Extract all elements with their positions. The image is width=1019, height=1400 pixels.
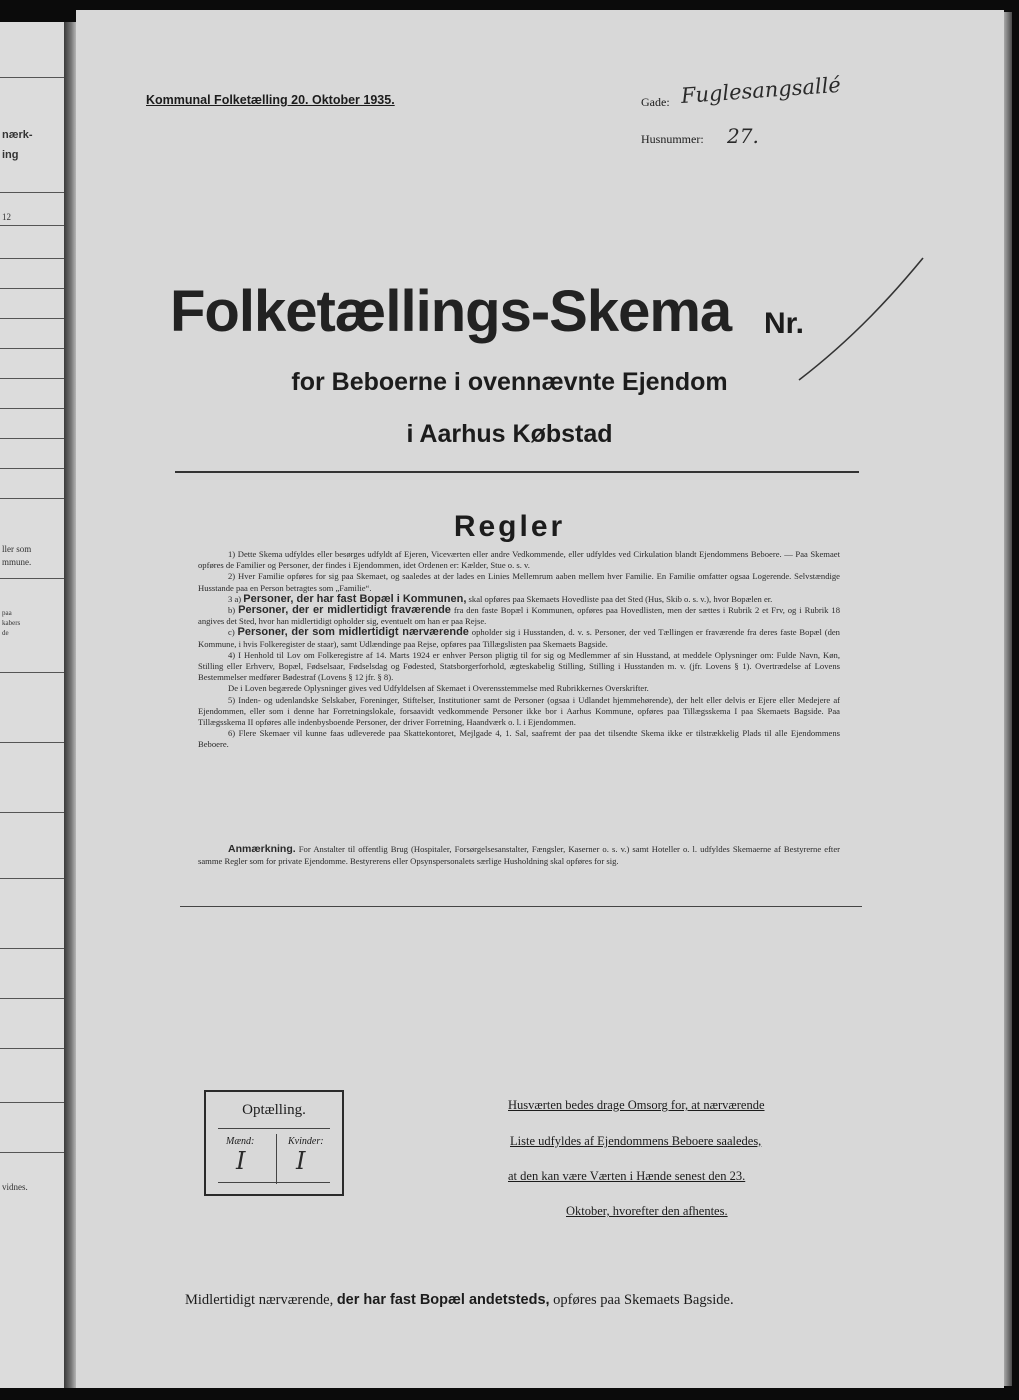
left-rule (0, 672, 64, 673)
notice-line-3: at den kan være Værten i Hænde senest den 23. (508, 1169, 746, 1183)
rule-3b-prefix: b) (228, 605, 236, 616)
count-box-rule (218, 1182, 330, 1183)
book-spine (64, 22, 76, 1388)
rule-1: 1) Dette Skema udfyldes eller besørges udfyldt af Ejeren, Viceværten eller andre Vedkommende, eller udfyldes ved Cirkulation blandt Ejendommens Beboere. — Paa Skemaet opføres de Familier og Personer, der findes i Ejendommen, idet Ordenen er: Kælder, Stue o. s. v. (198, 549, 840, 571)
census-title: Kommunal Folketælling 20. Oktober 1935. (146, 93, 395, 107)
left-page-fragment (0, 22, 64, 1388)
remark-text: For Anstalter til offentlig Brug (Hospitaler, Forsørgelsesanstalter, Fængsler, Kaserner o. s. v.) samt Hoteller o. l. udfyldes Skemaerne af Bestyrerne efter samme Regler som for private Ejendomme. Bestyrerens eller Opsynspersonalets særlige Husholdning skal opføres for sig. (198, 844, 840, 866)
left-rule (0, 348, 64, 349)
left-rule (0, 998, 64, 999)
notice-line-2: Liste udfyldes af Ejendommens Beboere saaledes, (510, 1134, 762, 1148)
rule-3b-text: fra den faste Bopæl i Kommunen, opføres paa Hovedlisten, men der sættes i Rubrik 2 et Frv, og i Rubrik 18 angives det Sted, hvor han midlertidigt opholder sig, eventuelt om han er paa Rejse. (198, 605, 840, 627)
remark-heading: Anmærkning. (228, 843, 296, 855)
rule-3a-heading: Personer, der har fast Bopæl i Kommunen, (243, 592, 467, 605)
left-rule (0, 258, 64, 259)
left-rule (0, 408, 64, 409)
left-rule (0, 468, 64, 469)
left-rule (0, 742, 64, 743)
rule-4: 4) I Henhold til Lov om Folkeregistre af 14. Marts 1924 er enhver Person pligtig til for sig og Medlemmer af sin Husstand, at meddele Oplysninger om: Fulde Navn, Køn, Stilling eller Erhverv, Bopæl, Fødselsaar, Fødselsdag og Fødested, Statsborgerforhold, ægteskabelig Stilling, Stilling i Husstanden m. v. (jfr. Lovens § 1). Overtrædelse af Lovens Bestemmelser medfører Bødestraf (Lovens § 12 jfr. § 8). (198, 649, 840, 683)
rule-2: 2) Hver Familie opføres for sig paa Skemaet, og saaledes at der lades en Linies Mellemrum aaben mellem hver Familie. En Familie omfatter ogsaa Logerende. Selvstændige Husstande paa en Person betragtes som „Familie“. (198, 571, 840, 593)
remark-divider (180, 906, 862, 907)
count-box-title: Optælling. (242, 1102, 306, 1118)
men-label: Mænd: (226, 1136, 255, 1147)
rule-3c-text: opholder sig i Husstanden, d. v. s. Personer, der ved Tællingen er fraværende fra deres faste Bopæl (den Kommune, i hvis Folkeregister de staar), samt Udlændinge paa Rejse, opføres paa Tillægslisten paa Skemaets Bagside. (198, 627, 840, 649)
notice-line-1: Husværten bedes drage Omsorg for, at nærværende (508, 1098, 765, 1112)
left-fragment: 12 (2, 212, 11, 222)
rule-5: 5) Inden- og udenlandske Selskaber, Foreninger, Stiftelser, Institutioner samt de Personer (ogsaa i Udlandet hjemmehørende), der helt eller delvis er Ejere eller Medejere af Ejendommen, eller som i denne har Forretningslokale, forsaavidt vedkommende Personer ikke bor i Aarhus Kommune, opføres paa Tillægsskema I paa Skemaets Bagside. Paa Tillægsskema II opføres alle indenbysboende Personer, der driver Forretning, Haandværk o. l. i Ejendommen. (198, 694, 840, 728)
men-count-handwritten: I (236, 1147, 246, 1175)
rule-3a-text: skal opføres paa Skemaets Hovedliste paa det Sted (Hus, Skib o. s. v.), hvor Bopælen er. (468, 593, 773, 604)
left-fragment: kabers (2, 619, 21, 627)
form-subtitle-2: i Aarhus Købstad (406, 420, 613, 448)
street-label: Gade: (641, 95, 670, 109)
count-box-divider (276, 1134, 277, 1184)
form-subtitle-1: for Beboerne i ovennævnte Ejendom (291, 368, 728, 396)
left-rule (0, 225, 64, 226)
left-fragment: vidnes. (2, 1182, 28, 1192)
rule-3c (198, 627, 840, 649)
left-fragment: ller som (2, 544, 32, 554)
notice-line-4: Oktober, hvorefter den afhentes. (566, 1204, 728, 1218)
rule-4b: De i Loven begærede Oplysninger gives ved Udfyldelsen af Skemaet i Overensstemmelse med Rubrikkernes Overskrifter. (228, 683, 649, 694)
house-number-label: Husnummer: (641, 132, 704, 146)
left-fragment: mmune. (2, 557, 32, 567)
rule-3c-heading: Personer, der som midlertidigt nærværende (237, 626, 469, 639)
title-divider (175, 471, 859, 473)
left-rule (0, 288, 64, 289)
rule-3c-prefix: c) (228, 627, 235, 638)
left-rule (0, 812, 64, 813)
count-box-rule (218, 1128, 330, 1129)
footer-pre: Midlertidigt nærværende, (185, 1292, 334, 1308)
form-number-label: Nr. (764, 307, 805, 340)
footer-bold: der har fast Bopæl andetsteds, (336, 1292, 550, 1308)
left-rule (0, 878, 64, 879)
rules-heading: Regler (453, 510, 566, 543)
house-number-value-handwritten: 27. (727, 124, 759, 148)
left-rule (0, 1048, 64, 1049)
left-fragment: de (2, 629, 9, 637)
left-fragment: paa (2, 609, 12, 617)
rules-text (198, 549, 840, 751)
rule-3b-heading: Personer, der er midlertidigt fraværende (238, 604, 451, 617)
left-rule (0, 1152, 64, 1153)
left-rule (0, 1102, 64, 1103)
left-rule (0, 318, 64, 319)
rule-3b (198, 605, 840, 627)
left-fragment: nærk- (2, 129, 33, 141)
rule-6: 6) Flere Skemaer vil kunne faas udleverede paa Skattekontoret, Mejlgade 4, 1. Sal, saafremt der paa det tilsendte Skema ikke er tilstrækkelig Plads til alle Ejendommens Beboere. (198, 728, 840, 750)
page-edge (1004, 12, 1012, 1386)
count-box (204, 1090, 344, 1196)
left-rule (0, 498, 64, 499)
left-fragment: ing (2, 149, 19, 161)
remark (198, 844, 840, 867)
women-label: Kvinder: (288, 1136, 324, 1147)
footer-note (185, 1292, 734, 1309)
footer-post: opføres paa Skemaets Bagside. (553, 1292, 734, 1308)
form-title: Folketællings-Skema (170, 279, 732, 344)
women-count-handwritten: I (296, 1147, 306, 1175)
left-rule (0, 192, 64, 193)
left-rule (0, 578, 64, 579)
left-rule (0, 948, 64, 949)
left-rule (0, 77, 64, 78)
rule-3a-prefix: 3 a) (228, 593, 242, 604)
street-value-handwritten: Fuglesangsallé (680, 72, 842, 108)
